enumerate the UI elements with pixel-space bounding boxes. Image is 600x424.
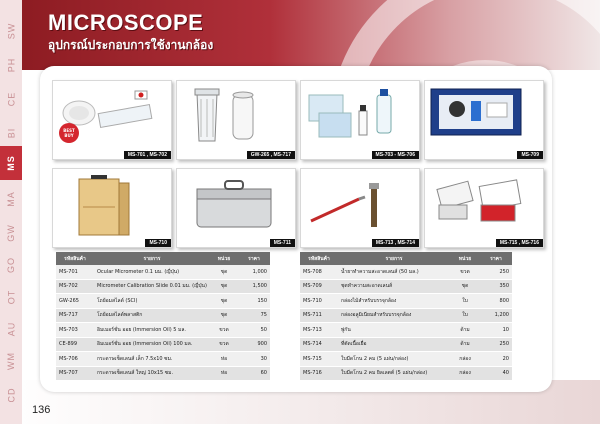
tab-ce[interactable]: CE — [5, 91, 16, 107]
tab-ot[interactable]: OT — [6, 289, 16, 305]
cleaning-kit-icon — [425, 81, 543, 159]
tab-go[interactable]: GO — [5, 256, 16, 274]
product-card-ms709[interactable] — [424, 80, 544, 160]
table-row: MS-714 ที่ตัดเนื้อเยื่อ ด้าม 250 — [300, 337, 512, 352]
table-row: MS-710 กล่องไม้สำหรับบรรจุกล้อง ใบ 800 — [300, 294, 512, 309]
product-code: MS-713 , MS-714 — [372, 239, 419, 247]
table-row: CE-899 อิมเมอร์ชั่น ออย (Immersion Oil) 100 มล. ขวด 900 — [56, 337, 270, 352]
product-code: MS-711 — [270, 239, 295, 247]
product-code: MS-709 — [517, 151, 543, 159]
glass-jars-icon — [177, 81, 295, 159]
table-row: MS-708 น้ำยาทำความสะอาดเลนส์ (50 มล.) ขวด 250 — [300, 265, 512, 279]
oil-bottles-icon — [301, 81, 419, 159]
product-card-ms713[interactable] — [300, 168, 420, 248]
col-unit: หน่วย — [210, 252, 238, 265]
table-header-row — [56, 252, 270, 265]
col-code: รหัสสินค้า — [300, 252, 338, 265]
brush-icon — [301, 169, 419, 247]
table-row: MS-715 ใบมีดโกน 2 คม (5 แผ่น/กล่อง) กล่อง 20 — [300, 352, 512, 367]
product-card-ms703[interactable] — [300, 80, 420, 160]
table-row: MS-709 ชุดทำความสะอาดเลนส์ ชุด 350 — [300, 279, 512, 294]
table-row: MS-711 กล่องอลูมิเนียมสำหรับบรรจุกล้อง ใบ 1,200 — [300, 308, 512, 323]
col-item: รายการ — [94, 252, 210, 265]
table-row: MS-706 กระดาษเช็ดเลนส์ เล็ก 7.5x10 ซม. ห่อ 30 — [56, 352, 270, 367]
page-title: MICROSCOPE — [48, 10, 204, 35]
aluminium-case-icon — [177, 169, 295, 247]
col-code: รหัสสินค้า — [56, 252, 94, 265]
product-code: MS-715 , MS-716 — [496, 239, 543, 247]
product-code: MS-710 — [145, 239, 171, 247]
product-code: GW-265 , MS-717 — [247, 151, 295, 159]
product-card-ms711[interactable] — [176, 168, 296, 248]
table-row: MS-703 อิมเมอร์ชั่น ออย (Immersion Oil) 5 มล. ขวด 50 — [56, 323, 270, 338]
table-row: MS-717 โถย้อมสไลด์พลาสติก ชุด 75 — [56, 308, 270, 323]
tab-ma[interactable]: MA — [6, 191, 16, 207]
col-price: ราคา — [238, 252, 270, 265]
product-card-ms715[interactable] — [424, 168, 544, 248]
tab-wm[interactable]: WM — [6, 352, 16, 370]
price-table-left — [56, 252, 270, 381]
product-code: MS-703 - MS-706 — [372, 151, 419, 159]
table-header-row — [300, 252, 512, 265]
tab-ms[interactable]: MS — [0, 146, 22, 180]
wooden-box-icon — [53, 169, 171, 247]
price-table-right — [300, 252, 512, 381]
tab-ph[interactable]: PH — [5, 57, 16, 73]
tab-gw[interactable]: GW — [6, 224, 16, 242]
best-buy-badge: BEST BUY — [59, 123, 79, 143]
table-row: MS-713 พู่กัน ด้าม 10 — [300, 323, 512, 338]
blade-packs-icon — [425, 169, 543, 247]
tab-sw[interactable]: SW — [6, 22, 16, 40]
tab-bi[interactable]: BI — [5, 127, 16, 139]
table-row: MS-707 กระดาษเช็ดเลนส์ ใหญ่ 10x15 ซม. ห่อ 60 — [56, 366, 270, 381]
product-card-gw265[interactable] — [176, 80, 296, 160]
tab-cd[interactable]: CD — [6, 387, 16, 403]
tab-au[interactable]: AU — [5, 321, 16, 337]
table-row: MS-716 ใบมีดโกน 2 คม ยิลเลตต์ (5 แผ่น/กล่อง) กล่อง 40 — [300, 366, 512, 381]
page-number: 136 — [32, 404, 51, 416]
col-unit: หน่วย — [450, 252, 480, 265]
table-row: GW-265 โถย้อมสไลด์ (SCI) ชุด 150 — [56, 294, 270, 309]
col-price: ราคา — [480, 252, 512, 265]
col-item: รายการ — [338, 252, 450, 265]
section-tabs — [0, 0, 22, 424]
table-row: MS-701 Ocular Micrometer 0.1 มม. (ญี่ปุ่น) ชุด 1,000 — [56, 265, 270, 279]
table-row: MS-702 Micrometer Calibration Slide 0.01 มม. (ญี่ปุ่น) ชุด 1,500 — [56, 279, 270, 294]
page-subtitle: อุปกรณ์ประกอบการใช้งานกล้อง — [48, 38, 214, 52]
product-card-ms710[interactable] — [52, 168, 172, 248]
product-card-ms701[interactable] — [52, 80, 172, 160]
micrometer-slide-icon — [53, 81, 171, 159]
product-code: MS-701 , MS-702 — [124, 151, 171, 159]
